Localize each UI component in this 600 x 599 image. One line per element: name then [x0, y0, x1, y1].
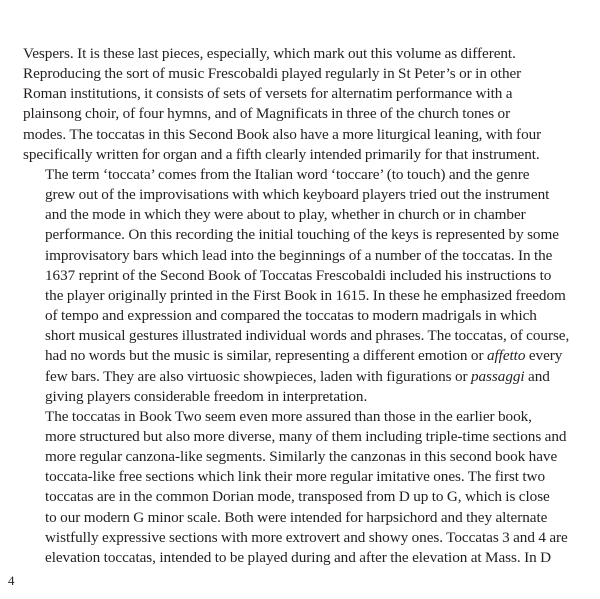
text-line: [23, 44, 583, 64]
text-segment: The toccatas in Book Two seem even more assured than those in the earlier book,: [45, 407, 532, 425]
text-segment: 1637 reprint of the Second Book of Toccatas Frescobaldi included his instructions to: [45, 266, 552, 284]
page-number: 4: [8, 573, 15, 588]
text-segment: grew out of the improvisations with which keyboard players tried out the instrument: [45, 186, 550, 204]
text-segment: more structured but also more diverse, many of them including triple-time sections and: [45, 427, 567, 445]
text-line: [23, 306, 583, 326]
text-segment: specifically written for organ and a fifth clearly intended primarily for that instrument.: [23, 145, 540, 163]
paragraph: [23, 44, 583, 165]
text-line: [23, 508, 583, 528]
text-line: [23, 225, 583, 245]
text-segment: of tempo and expression and compared the toccatas to modern madrigals in which: [45, 307, 537, 325]
text-line: [23, 246, 583, 266]
text-line: [23, 266, 583, 286]
text-line: [23, 84, 583, 104]
text-segment: The term ‘toccata’ comes from the Italian word ‘toccare’ (to touch) and the genre: [45, 165, 530, 183]
text-line: [23, 447, 583, 467]
text-line: [23, 387, 583, 407]
text-segment: elevation toccatas, intended to be played during and after the elevation at Mass. In D: [45, 548, 552, 566]
paragraph: [23, 165, 583, 407]
text-segment: toccata-like free sections which link their more regular imitative ones. The first two: [45, 468, 546, 486]
text-line: [23, 104, 583, 124]
text-line: [23, 185, 583, 205]
text-segment: modes. The toccatas in this Second Book also have a more liturgical leaning, with four: [23, 125, 542, 143]
italic-term: passaggi: [470, 367, 525, 385]
text-line: [23, 548, 583, 568]
text-line: [23, 145, 583, 165]
text-line: [23, 528, 583, 548]
text-line: [23, 487, 583, 507]
text-segment: the player originally printed in the First Book in 1615. In these he emphasized freedom: [45, 286, 566, 304]
text-segment: performance. On this recording the initial touching of the keys is represented by some: [45, 226, 559, 244]
text-line: [23, 205, 583, 225]
text-line: [23, 427, 583, 447]
text-segment: few bars. They are also virtuosic showpieces, laden with figurations or: [45, 367, 471, 385]
paragraph: [23, 407, 583, 568]
text-line: [23, 165, 583, 185]
text-line: [23, 346, 583, 366]
text-segment: plainsong choir, of four hymns, and of Magnificats in three of the church tones or: [23, 105, 511, 123]
text-line: [23, 407, 583, 427]
text-segment: Vespers. It is these last pieces, especially, which mark out this volume as different.: [23, 45, 516, 62]
text-segment: giving players considerable freedom in interpretation.: [45, 387, 368, 405]
text-line: [23, 125, 583, 145]
text-line: [23, 467, 583, 487]
text-line: [23, 367, 583, 387]
text-segment: to our modern G minor scale. Both were intended for harpsichord and they alternate: [45, 508, 548, 526]
text-line: [23, 286, 583, 306]
italic-term: affetto: [486, 347, 526, 365]
text-line: [23, 326, 583, 346]
text-segment: had no words but the music is similar, representing a different emotion or: [45, 347, 487, 365]
text-segment: short musical gestures illustrated individual words and phrases. The toccatas, of course,: [45, 327, 570, 345]
text-segment: more regular canzona-like segments. Similarly the canzonas in this second book have: [45, 448, 558, 466]
text-segment: wistfully expressive sections with more extrovert and showy ones. Toccatas 3 and 4 are: [45, 528, 568, 546]
text-line: [23, 64, 583, 84]
text-segment: toccatas are in the common Dorian mode, transposed from D up to G, which is close: [45, 488, 550, 506]
text-segment: every: [525, 347, 563, 365]
text-segment: and the mode in which they were about to play, whether in church or in chamber: [45, 206, 526, 224]
text-segment: and: [524, 367, 550, 385]
text-segment: Reproducing the sort of music Frescobaldi played regularly in St Peter’s or in other: [23, 65, 522, 83]
document-body: [23, 44, 583, 568]
text-segment: improvisatory bars which lead into the beginnings of a number of the toccatas. In the: [45, 246, 553, 264]
text-segment: Roman institutions, it consists of sets of versets for alternatim performance with a: [23, 85, 513, 103]
